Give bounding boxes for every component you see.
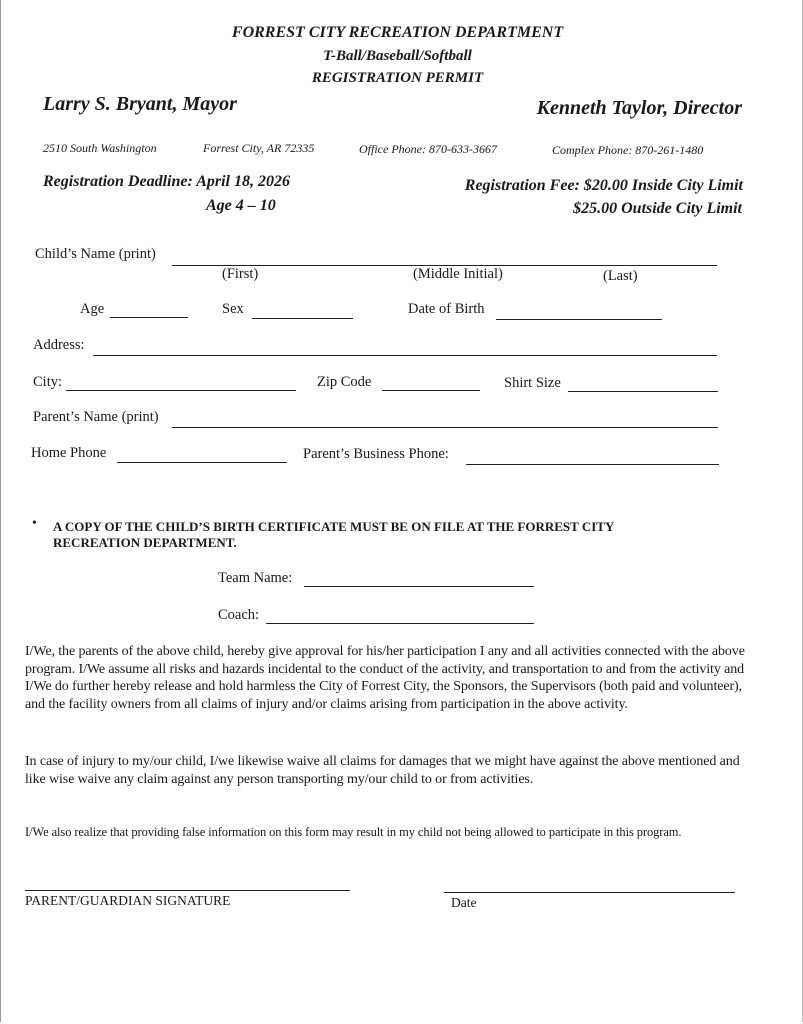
- form-title: REGISTRATION PERMIT: [311, 70, 484, 86]
- date-label: Date: [451, 895, 477, 910]
- team-name-field[interactable]: [304, 586, 534, 587]
- fee-inside: Registration Fee: $20.00 Inside City Limit: [464, 177, 743, 194]
- dob-label: Date of Birth: [408, 301, 485, 317]
- address-field[interactable]: [93, 355, 717, 356]
- team-name-label: Team Name:: [218, 570, 293, 586]
- birth-certificate-notice-line2: RECREATION DEPARTMENT.: [53, 535, 237, 550]
- parent-name-label: Parent’s Name (print): [33, 409, 159, 425]
- registration-deadline: Registration Deadline: April 18, 2026: [43, 173, 290, 190]
- child-name-label: Child’s Name (print): [35, 246, 156, 262]
- sex-label: Sex: [222, 301, 244, 317]
- age-label: Age: [80, 301, 105, 317]
- dob-field[interactable]: [496, 319, 662, 320]
- home-phone-label: Home Phone: [31, 445, 107, 461]
- director-name: Kenneth Taylor, Director: [536, 97, 742, 119]
- zip-label: Zip Code: [317, 374, 372, 390]
- program-title: T-Ball/Baseball/Softball: [323, 48, 472, 64]
- complex-phone: Complex Phone: 870-261-1480: [552, 143, 704, 157]
- first-name-caption: (First): [222, 266, 259, 282]
- bullet-icon: •: [32, 516, 37, 531]
- business-phone-field[interactable]: [466, 464, 719, 465]
- sex-field[interactable]: [252, 318, 353, 319]
- city-label: City:: [33, 374, 63, 390]
- zip-field[interactable]: [382, 390, 480, 391]
- age-field[interactable]: [110, 317, 188, 318]
- fee-outside: $25.00 Outside City Limit: [573, 200, 742, 217]
- city-field[interactable]: [66, 390, 296, 391]
- parent-signature-field[interactable]: [25, 890, 350, 891]
- coach-label: Coach:: [218, 607, 260, 623]
- last-name-caption: (Last): [603, 268, 638, 284]
- parent-signature-label: PARENT/GUARDIAN SIGNATURE: [25, 893, 231, 908]
- coach-field[interactable]: [266, 623, 534, 624]
- date-field[interactable]: [444, 892, 735, 893]
- mayor-name: Larry S. Bryant, Mayor: [43, 93, 237, 115]
- address-label: Address:: [33, 337, 85, 353]
- parent-name-field[interactable]: [172, 427, 718, 428]
- birth-certificate-notice-line1: A COPY OF THE CHILD’S BIRTH CERTIFICATE MUST BE ON FILE AT THE FORREST CITY: [53, 519, 615, 534]
- office-phone: Office Phone: 870-633-3667: [359, 142, 497, 156]
- street-address: 2510 South Washington: [43, 141, 157, 155]
- business-phone-label: Parent’s Business Phone:: [303, 446, 449, 462]
- age-range: Age 4 – 10: [206, 197, 276, 214]
- shirt-size-label: Shirt Size: [504, 375, 561, 391]
- middle-initial-caption: (Middle Initial): [413, 266, 503, 282]
- shirt-size-field[interactable]: [568, 391, 718, 392]
- waiver-paragraph-release: I/We, the parents of the above child, hereby give approval for his/her participation I any and all activities connected with the above program. I/We assume all risks and hazards incidental to the conduct of the activity, and transportation to and from the activity and I/We do further hereby release and hold harmless the City of Forrest City, the Sponsors, the Supervisors (both paid and volunteer), and the facility owners from all claims of injury and/or claims arising from participation in the above activity.: [25, 644, 745, 712]
- home-phone-field[interactable]: [117, 462, 287, 463]
- org-title: FORREST CITY RECREATION DEPARTMENT: [231, 24, 564, 41]
- waiver-paragraph-injury: In case of injury to my/our child, I/we likewise waive all claims for damages that we might have against the above mentioned and like wise waive any claim against any person transporting my/our child to or from activities.: [25, 754, 740, 787]
- waiver-paragraph-false-info: I/We also realize that providing false information on this form may result in my child not being allowed to participate in this program.: [25, 825, 682, 839]
- city-state-zip: Forrest City, AR 72335: [203, 141, 315, 155]
